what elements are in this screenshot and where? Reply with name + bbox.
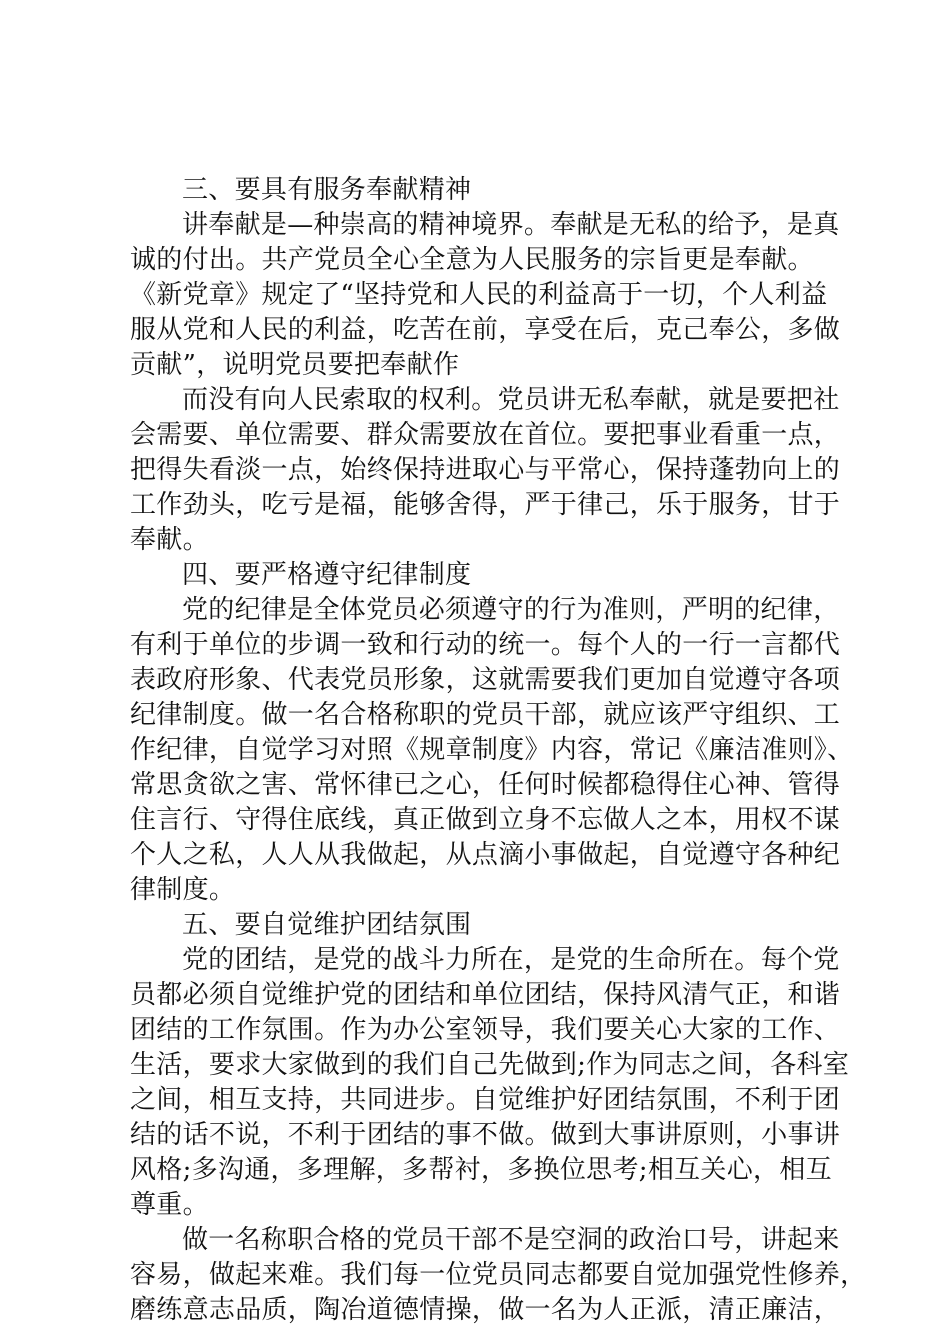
paragraph-line: 容易，做起来难。我们每一位党员同志都要自觉加强党性修养， <box>130 1260 867 1290</box>
paragraph-line: 个人之私，人人从我做起，从点滴小事做起，自觉遵守各种纪 <box>130 840 841 870</box>
paragraph-line: 风格;多沟通，多理解，多帮衬，多换位思考;相互关心，相互 <box>130 1155 832 1185</box>
paragraph-line: 律制度。 <box>130 875 236 905</box>
paragraph-line: 常思贪欲之害、常怀律已之心，任何时候都稳得住心神、管得 <box>130 770 841 800</box>
paragraph-line: 把得失看淡一点，始终保持进取心与平常心，保持蓬勃向上的 <box>130 455 841 485</box>
heading-discipline: 四、要严格遵守纪律制度 <box>182 560 472 590</box>
paragraph-line: 党的团结，是党的战斗力所在，是党的生命所在。每个党 <box>182 945 840 975</box>
paragraph-line: 住言行、守得住底线，真正做到立身不忘做人之本，用权不谋 <box>130 805 841 835</box>
paragraph-line: 而没有向人民索取的权利。党员讲无私奉献，就是要把社 <box>182 385 840 415</box>
paragraph-line: 会需要、单位需要、群众需要放在首位。要把事业看重一点， <box>130 420 841 450</box>
paragraph-line: 讲奉献是—种崇高的精神境界。奉献是无私的给予，是真 <box>182 210 840 240</box>
paragraph-line: 之间，相互支持，共同进步。自觉维护好团结氛围，不利于团 <box>130 1085 841 1115</box>
paragraph-line: 团结的工作氛围。作为办公室领导，我们要关心大家的工作、 <box>130 1015 841 1045</box>
paragraph-line: 有利于单位的步调一致和行动的统一。每个人的一行一言都代 <box>130 630 841 660</box>
paragraph-line: 尊重。 <box>130 1190 209 1220</box>
paragraph-line: 工作劲头，吃亏是福，能够舍得，严于律己，乐于服务，甘于 <box>130 490 841 520</box>
paragraph-line: 纪律制度。做一名合格称职的党员干部，就应该严守组织、工 <box>130 700 841 730</box>
paragraph-line: 磨练意志品质，陶冶道德情操，做一名为人正派，清正廉洁， <box>130 1295 841 1325</box>
paragraph-line: 生活，要求大家做到的我们自己先做到;作为同志之间，各科室 <box>130 1050 850 1080</box>
paragraph-line: 奉献。 <box>130 525 209 555</box>
paragraph-line: 员都必须自觉维护党的团结和单位团结，保持风清气正，和谐 <box>130 980 841 1010</box>
paragraph-line: 诚的付出。共产党员全心全意为人民服务的宗旨更是奉献。 <box>130 245 814 275</box>
paragraph-line: 《新党章》规定了“坚持党和人民的利益高于一切，个人利益 <box>130 280 828 310</box>
paragraph-line: 党的纪律是全体党员必须遵守的行为准则，严明的纪律， <box>182 595 840 625</box>
paragraph-line: 结的话不说，不利于团结的事不做。做到大事讲原则，小事讲 <box>130 1120 841 1150</box>
paragraph-line: 表政府形象、代表党员形象，这就需要我们更加自觉遵守各项 <box>130 665 841 695</box>
paragraph-line: 服从党和人民的利益，吃苦在前，享受在后，克己奉公，多做 <box>130 315 841 345</box>
heading-unity: 五、要自觉维护团结氛围 <box>182 910 472 940</box>
paragraph-line: 作纪律，自觉学习对照《规章制度》内容，常记《廉洁准则》、 <box>130 735 854 765</box>
heading-service: 三、要具有服务奉献精神 <box>182 175 472 205</box>
paragraph-line: 做一名称职合格的党员干部不是空洞的政治口号，讲起来 <box>182 1225 840 1255</box>
paragraph-line: 贡献”，说明党员要把奉献作 <box>130 350 460 380</box>
